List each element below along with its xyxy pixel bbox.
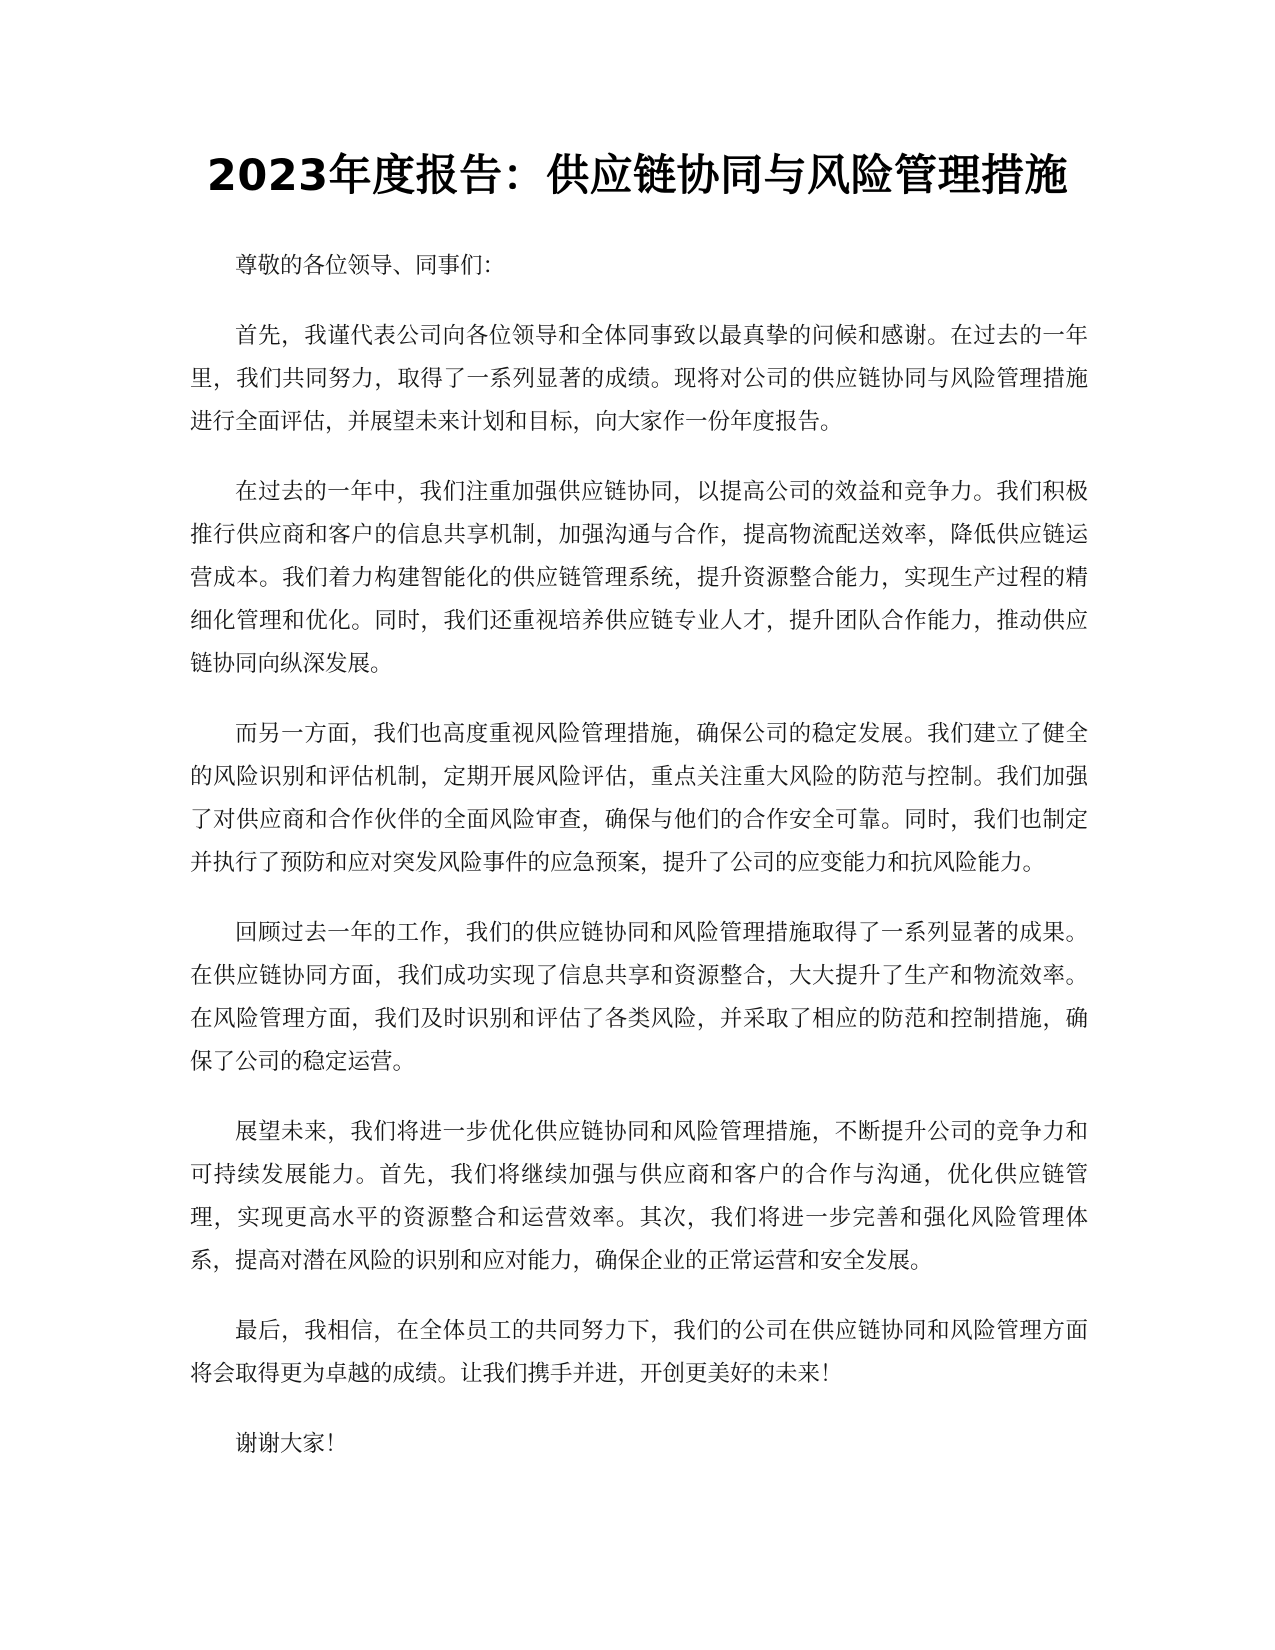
supply-chain-paragraph: 在过去的一年中，我们注重加强供应链协同，以提高公司的效益和竞争力。我们积极推行供应商和客户的信息共享机制，加强沟通与合作，提高物流配送效率，降低供应链运营成本。我们着力构建智能化的供应链管理系统，提升资源整合能力，实现生产过程的精细化管理和优化。同时，我们还重视培养供应链专业人才，提升团队合作能力，推动供应链协同向纵深发展。 [190, 479, 1088, 677]
document-body [190, 245, 1088, 1493]
review-paragraph: 回顾过去一年的工作，我们的供应链协同和风险管理措施取得了一系列显著的成果。在供应链协同方面，我们成功实现了信息共享和资源整合，大大提升了生产和物流效率。在风险管理方面，我们及时识别和评估了各类风险，并采取了相应的防范和控制措施，确保了公司的稳定运营。 [190, 920, 1088, 1075]
closing-paragraph: 最后，我相信，在全体员工的共同努力下，我们的公司在供应链协同和风险管理方面将会取得更为卓越的成绩。让我们携手并进，开创更美好的未来！ [190, 1318, 1088, 1387]
thanks-paragraph: 谢谢大家！ [235, 1431, 348, 1457]
risk-management-paragraph: 而另一方面，我们也高度重视风险管理措施，确保公司的稳定发展。我们建立了健全的风险识别和评估机制，定期开展风险评估，重点关注重大风险的防范与控制。我们加强了对供应商和合作伙伴的全面风险审查，确保与他们的合作安全可靠。同时，我们也制定并执行了预防和应对突发风险事件的应急预案，提升了公司的应变能力和抗风险能力。 [190, 721, 1088, 876]
intro-paragraph: 首先，我谨代表公司向各位领导和全体同事致以最真挚的问候和感谢。在过去的一年里，我们共同努力，取得了一系列显著的成绩。现将对公司的供应链协同与风险管理措施进行全面评估，并展望未来计划和目标，向大家作一份年度报告。 [190, 323, 1088, 435]
document-title: 2023年度报告：供应链协同与风险管理措施 [206, 151, 1069, 201]
outlook-paragraph: 展望未来，我们将进一步优化供应链协同和风险管理措施，不断提升公司的竞争力和可持续发展能力。首先，我们将继续加强与供应商和客户的合作与沟通，优化供应链管理，实现更高水平的资源整合和运营效率。其次，我们将进一步完善和强化风险管理体系，提高对潜在风险的识别和应对能力，确保企业的正常运营和安全发展。 [190, 1119, 1088, 1274]
salutation-paragraph: 尊敬的各位领导、同事们： [235, 253, 506, 279]
